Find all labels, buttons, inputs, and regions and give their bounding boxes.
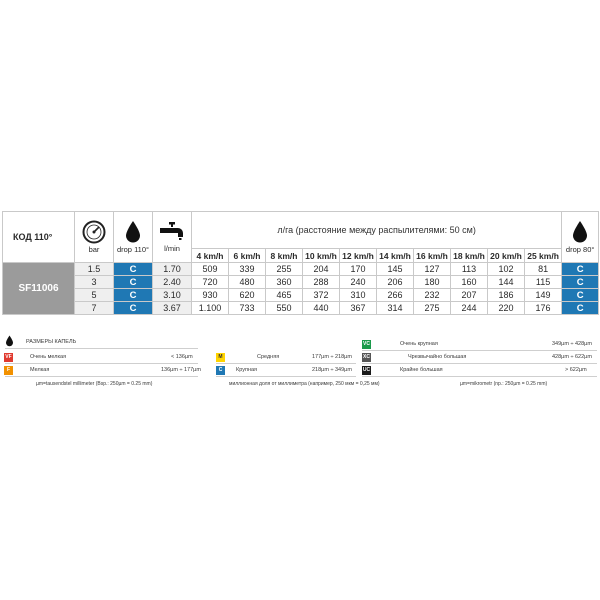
legend-range-f: 136µm ÷ 177µm <box>161 367 201 373</box>
nozzle-rate-table <box>2 211 599 315</box>
pressure-gauge-icon <box>82 220 106 244</box>
badge-xc: XC <box>363 354 370 360</box>
legend-range-vc: 349µm ÷ 428µm <box>552 341 592 347</box>
pressure-cell: 1.5 <box>75 263 114 276</box>
legend-range-vf: < 136µm <box>171 354 193 360</box>
rate-cell: 180 <box>414 276 451 289</box>
drop110-class: C <box>114 289 153 302</box>
rate-cell: 255 <box>266 263 303 276</box>
drop110-header <box>114 212 153 263</box>
rate-cell: 207 <box>451 289 488 302</box>
drop80-header <box>562 212 599 263</box>
flow-cell: 2.40 <box>153 276 192 289</box>
badge-vf: VF <box>5 354 12 360</box>
speed-header: 14 km/h <box>377 249 414 263</box>
legend-label-uc: Крайне большая <box>400 367 443 373</box>
rate-cell: 144 <box>488 276 525 289</box>
model-code: SF11006 <box>3 263 75 315</box>
drop80-class: C <box>562 276 599 289</box>
legend-range-m: 177µm ÷ 218µm <box>312 354 352 360</box>
footnote-ru: миллионная доля от миллиметра (например, 250 мкм = 0,25 мм) <box>229 381 380 387</box>
rate-cell: 81 <box>525 263 562 276</box>
pressure-cell: 3 <box>75 276 114 289</box>
drop-icon <box>124 220 142 244</box>
badge-uc: UC <box>362 367 371 373</box>
legend-range-c: 218µm ÷ 349µm <box>312 367 352 373</box>
legend-label-vf: Очень мелкая <box>30 354 67 360</box>
rate-cell: 244 <box>451 302 488 315</box>
legend-title: РАЗМЕРЫ КАПЕЛЬ <box>26 339 77 345</box>
rate-cell: 360 <box>266 276 303 289</box>
speed-header: 10 km/h <box>303 249 340 263</box>
rate-cell: 440 <box>303 302 340 315</box>
rate-cell: 372 <box>303 289 340 302</box>
code-label: КОД 110° <box>3 212 75 263</box>
rate-cell: 170 <box>340 263 377 276</box>
flow-header <box>153 212 192 263</box>
pressure-cell: 7 <box>75 302 114 315</box>
drop80-class: C <box>562 263 599 276</box>
rate-cell: 240 <box>340 276 377 289</box>
rate-cell: 145 <box>377 263 414 276</box>
rate-cell: 339 <box>229 263 266 276</box>
rate-cell: 127 <box>414 263 451 276</box>
rate-cell: 102 <box>488 263 525 276</box>
rate-cell: 620 <box>229 289 266 302</box>
drop80-class: C <box>562 302 599 315</box>
divider <box>216 376 356 377</box>
rate-cell: 113 <box>451 263 488 276</box>
speed-header: 6 km/h <box>229 249 266 263</box>
footnote-pl: µm=mikrometr (np.: 250µm = 0.25 mm) <box>460 381 548 387</box>
drop80-label: drop 80° <box>565 245 595 254</box>
drop-icon <box>571 220 589 244</box>
flow-cell: 1.70 <box>153 263 192 276</box>
rate-cell: 266 <box>377 289 414 302</box>
rate-cell: 186 <box>488 289 525 302</box>
drop110-label: drop 110° <box>116 245 150 254</box>
rate-cell: 465 <box>266 289 303 302</box>
rate-cell: 733 <box>229 302 266 315</box>
table-row <box>3 263 599 276</box>
divider <box>362 363 597 364</box>
table-row <box>3 302 599 315</box>
rate-cell: 367 <box>340 302 377 315</box>
legend-label-c: Крупная <box>236 367 258 373</box>
rate-cell: 310 <box>340 289 377 302</box>
rate-title: л/га (расстояние между распылителями: 50 см) <box>192 212 562 249</box>
drop80-class: C <box>562 289 599 302</box>
rate-cell: 204 <box>303 263 340 276</box>
rate-cell: 314 <box>377 302 414 315</box>
rate-cell: 550 <box>266 302 303 315</box>
rate-cell: 275 <box>414 302 451 315</box>
flow-cell: 3.10 <box>153 289 192 302</box>
pressure-header <box>75 212 114 263</box>
flow-unit: l/min <box>164 244 180 253</box>
drop110-class: C <box>114 276 153 289</box>
rate-cell: 220 <box>488 302 525 315</box>
speed-header: 8 km/h <box>266 249 303 263</box>
drop110-class: C <box>114 263 153 276</box>
badge-c: C <box>216 366 225 375</box>
speed-header: 16 km/h <box>414 249 451 263</box>
pressure-cell: 5 <box>75 289 114 302</box>
divider <box>5 348 198 349</box>
legend-range-xc: 428µm ÷ 622µm <box>552 354 592 360</box>
rate-cell: 509 <box>192 263 229 276</box>
speed-header: 18 km/h <box>451 249 488 263</box>
speed-header: 4 km/h <box>192 249 229 263</box>
divider <box>216 363 356 364</box>
legend-range-uc: > 622µm <box>565 367 587 373</box>
legend-label-m: Средняя <box>257 354 280 360</box>
badge-vc: VC <box>363 341 370 347</box>
rate-cell: 160 <box>451 276 488 289</box>
speed-header: 12 km/h <box>340 249 377 263</box>
badge-m: M <box>216 353 225 362</box>
legend-label-xc: Чрезвычайно большая <box>408 354 467 360</box>
faucet-icon <box>158 221 186 243</box>
drop110-class: C <box>114 302 153 315</box>
table-row <box>3 276 599 289</box>
footnote-de: µm=tausendstel millimeter (Bsp.: 250µm = 0.25 mm) <box>36 381 153 387</box>
badge-f: F <box>4 366 13 375</box>
rate-cell: 1.100 <box>192 302 229 315</box>
divider <box>362 376 597 377</box>
rate-cell: 176 <box>525 302 562 315</box>
drop-icon <box>5 335 14 347</box>
legend-label-vc: Очень крупная <box>400 341 438 347</box>
legend-label-f: Мелкая <box>30 367 50 373</box>
divider <box>5 376 198 377</box>
divider <box>5 363 198 364</box>
rate-cell: 720 <box>192 276 229 289</box>
rate-cell: 930 <box>192 289 229 302</box>
speed-header: 20 km/h <box>488 249 525 263</box>
rate-cell: 149 <box>525 289 562 302</box>
rate-cell: 480 <box>229 276 266 289</box>
rate-cell: 288 <box>303 276 340 289</box>
speed-header: 25 km/h <box>525 249 562 263</box>
rate-cell: 115 <box>525 276 562 289</box>
flow-cell: 3.67 <box>153 302 192 315</box>
pressure-unit: bar <box>88 245 100 254</box>
table-row <box>3 289 599 302</box>
rate-cell: 232 <box>414 289 451 302</box>
divider <box>362 350 597 351</box>
rate-cell: 206 <box>377 276 414 289</box>
